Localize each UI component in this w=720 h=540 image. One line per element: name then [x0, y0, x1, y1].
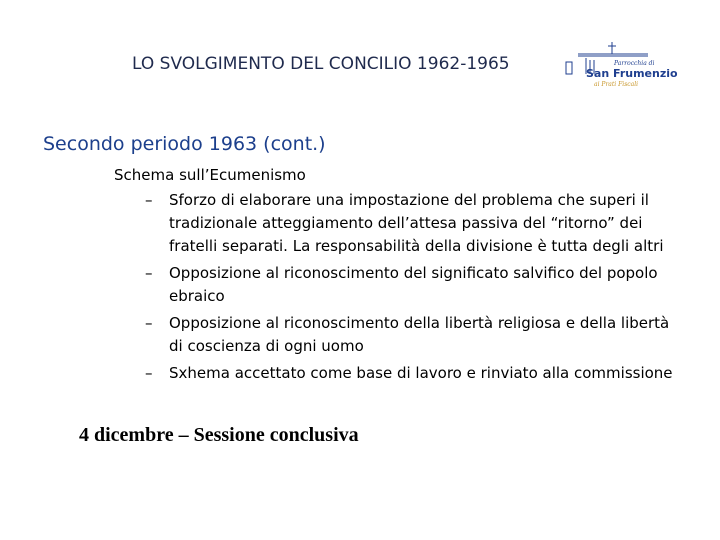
section-subtitle: Secondo periodo 1963 (cont.) — [43, 133, 326, 155]
bullet-item — [145, 312, 685, 358]
bullet-marker: – — [145, 314, 153, 332]
bullet-item — [145, 262, 685, 308]
final-session-line: 4 dicembre – Sessione conclusiva — [79, 424, 359, 446]
logo-bottom-text: ai Prati Fiscali — [594, 81, 639, 88]
parish-logo — [528, 40, 678, 92]
bullet-marker: – — [145, 364, 153, 382]
logo-name: San Frumenzio — [586, 67, 678, 80]
bullet-text: Sforzo di elaborare una impostazione del problema che superi il tradizionale atteggiamento dell’attesa passiva del “ritorno” dei fratelli separati. La responsabilità della divisione è tutta degli altri — [169, 191, 664, 255]
bullet-item — [145, 362, 685, 385]
bullet-text: Opposizione al riconoscimento della libertà religiosa e della libertà di coscienza di ogni uomo — [169, 314, 670, 355]
bullet-text: Sxhema accettato come base di lavoro e rinviato alla commissione — [169, 364, 673, 382]
bullet-list — [145, 189, 685, 389]
logo-top-text: Parrocchia di — [614, 60, 655, 67]
bullet-item — [145, 189, 685, 258]
bullet-marker: – — [145, 264, 153, 282]
schema-heading: Schema sull’Ecumenismo — [114, 166, 306, 184]
bullet-marker: – — [145, 191, 153, 209]
bullet-text: Opposizione al riconoscimento del significato salvifico del popolo ebraico — [169, 264, 658, 305]
slide-title: LO SVOLGIMENTO DEL CONCILIO 1962-1965 — [132, 54, 510, 74]
